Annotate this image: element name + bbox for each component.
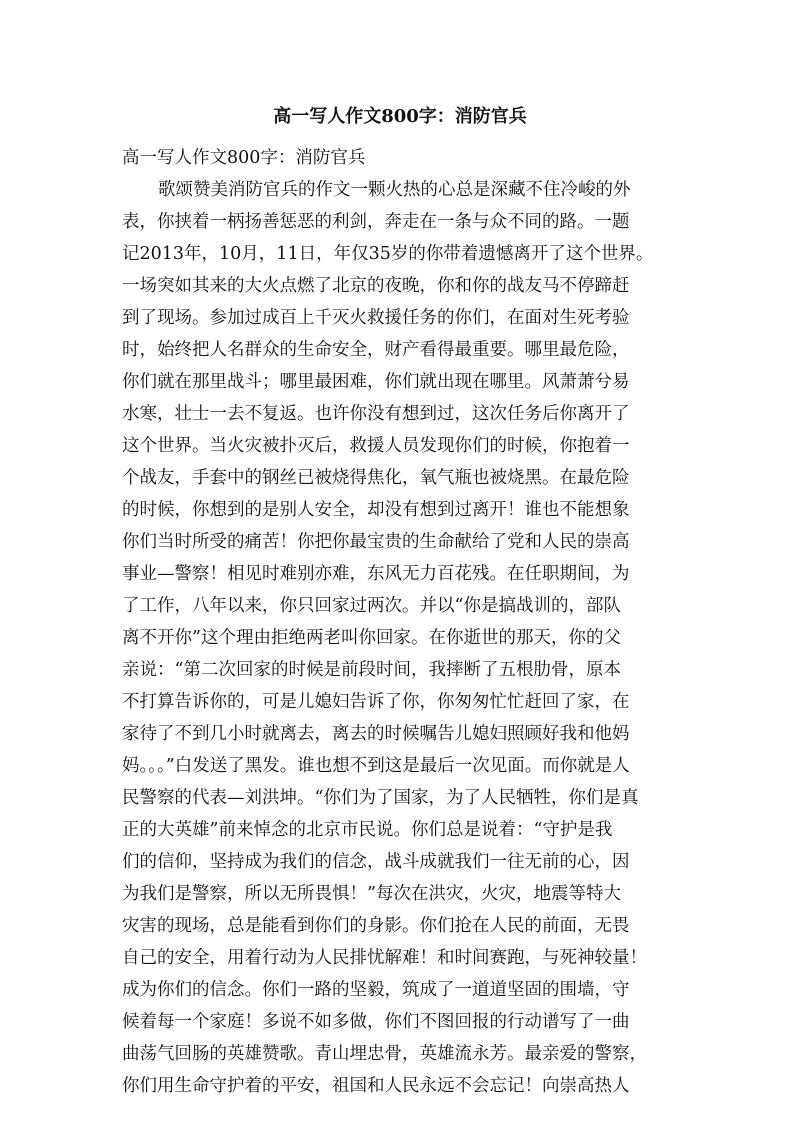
paragraph-line: 们的信仰，坚持成为我们的信念，战斗成就我们一往无前的心，因 [122, 852, 630, 872]
paragraph-line: 歌颂赞美消防官兵的作文一颗火热的心总是深藏不住冷峻的外 [158, 180, 631, 200]
paragraph-line: 时，始终把人名群众的生命安全，财产看得最重要。哪里最危险， [122, 340, 630, 360]
paragraph-line: 个战友，手套中的钢丝已被烧得焦化，氧气瓶也被烧黑。在最危险 [122, 468, 630, 488]
document-body [122, 142, 692, 1102]
paragraph-line: 为我们是警察，所以无所畏惧！”每次在洪灾，火灾，地震等特大 [122, 884, 621, 904]
paragraph-line: 不打算告诉你的，可是儿媳妇告诉了你，你匆匆忙忙赶回了家，在 [122, 692, 630, 712]
paragraph-line: 民警察的代表—刘洪坤。“你们为了国家，为了人民牺牲，你们是真 [122, 788, 639, 808]
paragraph-line: 记2013年，10月，11日，年仅35岁的你带着遗憾离开了这个世界。 [122, 244, 654, 264]
paragraph-line: 事业—警察！相见时难别亦难，东风无力百花残。在任职期间，为 [122, 564, 630, 584]
paragraph-line: 的时候，你想到的是别人安全，却没有想到过离开！谁也不能想象 [122, 500, 630, 520]
paragraph-line: 灾害的现场，总是能看到你们的身影。你们抢在人民的前面，无畏 [122, 916, 630, 936]
paragraph-line: 了工作，八年以来，你只回家过两次。并以“你是搞战训的，部队 [122, 596, 621, 616]
paragraph-line: 水寒，壮士一去不复返。也许你没有想到过，这次任务后你离开了 [122, 404, 630, 424]
paragraph-line: 正的大英雄”前来悼念的北京市民说。你们总是说着：“守护是我 [122, 820, 613, 840]
paragraph-line: 你们当时所受的痛苦！你把你最宝贵的生命献给了党和人民的崇高 [122, 532, 630, 552]
paragraph-line: 离不开你”这个理由拒绝两老叫你回家。在你逝世的那天，你的父 [122, 628, 621, 648]
paragraph-line: 自己的安全，用着行动为人民排忧解难！和时间赛跑，与死神较量！ [122, 948, 647, 968]
document-subtitle: 高一写人作文800字：消防官兵 [122, 148, 366, 168]
paragraph-line: 候着每一个家庭！多说不如多做，你们不图回报的行动谱写了一曲 [122, 1012, 630, 1032]
document-title: 高一写人作文800字：消防官兵 [273, 106, 527, 127]
paragraph-line: 曲荡气回肠的英雄赞歌。青山埋忠骨，英雄流永芳。最亲爱的警察， [122, 1044, 647, 1064]
paragraph-line: 你们就在那里战斗；哪里最困难，你们就出现在哪里。风萧萧兮易 [122, 372, 630, 392]
paragraph-line: 妈。。。”白发送了黑发。谁也想不到这是最后一次见面。而你就是人 [122, 756, 630, 776]
paragraph-line: 成为你们的信念。你们一路的坚毅，筑成了一道道坚固的围墙，守 [122, 980, 630, 1000]
paragraph-line: 这个世界。当火灾被扑灭后，救援人员发现你们的时候，你抱着一 [122, 436, 630, 456]
paragraph-line: 表，你挟着一柄扬善惩恶的利剑，奔走在一条与众不同的路。一题 [122, 212, 630, 232]
paragraph-line: 你们用生命守护着的平安，祖国和人民永远不会忘记！向崇高热人 [122, 1076, 630, 1096]
paragraph-line: 家待了不到几小时就离去，离去的时候嘱告儿媳妇照顾好我和他妈 [122, 724, 630, 744]
paragraph-line: 一场突如其来的大火点燃了北京的夜晚，你和你的战友马不停蹄赶 [122, 276, 630, 296]
paragraph-line: 亲说：“第二次回家的时候是前段时间，我摔断了五根肋骨，原本 [122, 660, 621, 680]
paragraph-line: 到了现场。参加过成百上千灭火救援任务的你们，在面对生死考验 [122, 308, 630, 328]
